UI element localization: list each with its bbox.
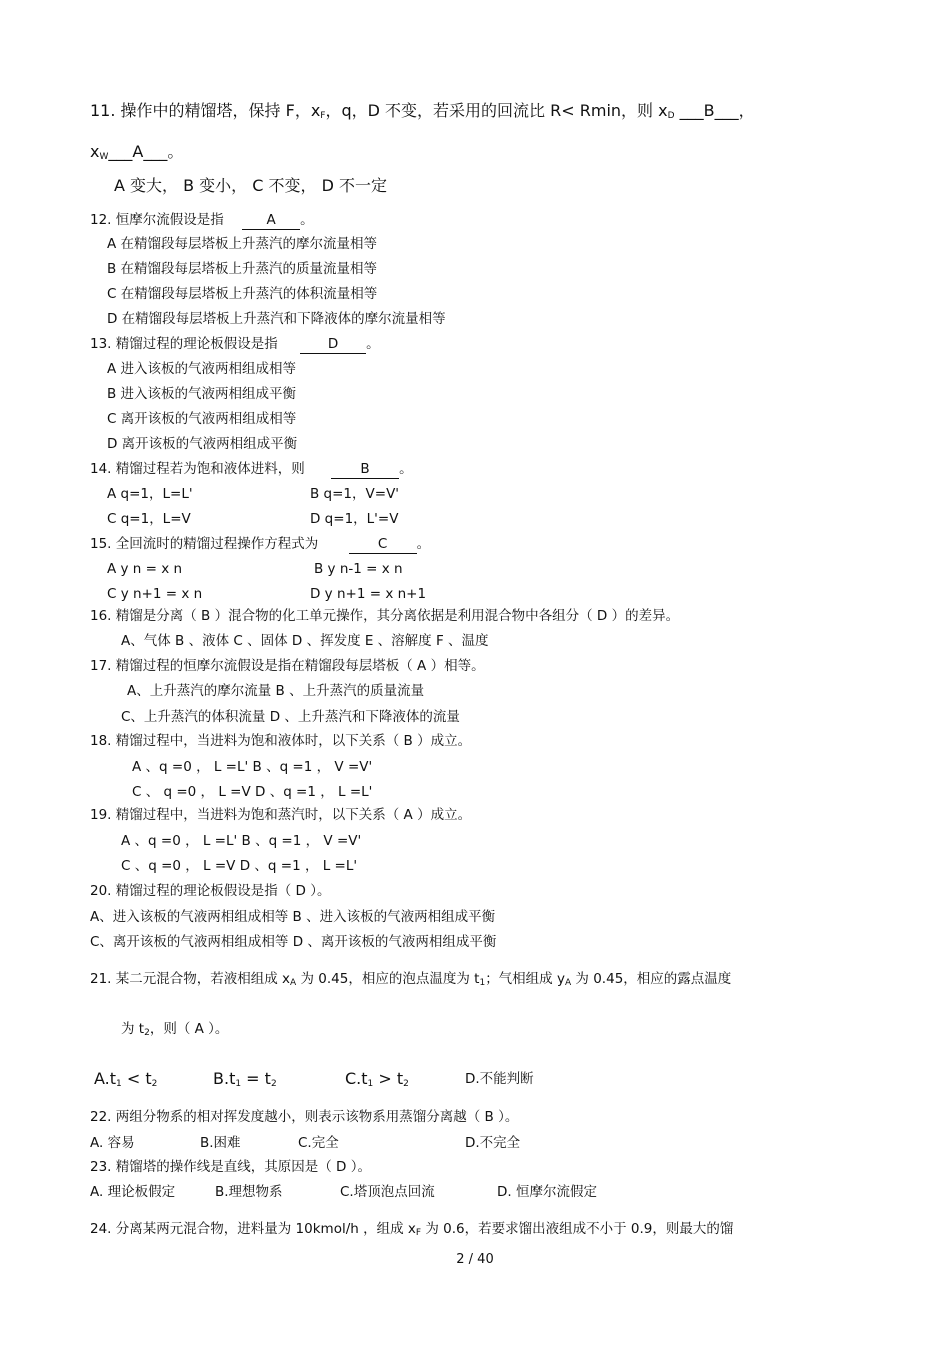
q14-option-d: D q=1，L'=V [310, 511, 399, 527]
q15-option-c: C y n+1 = x n [107, 586, 203, 602]
q14-option-a: A q=1，L=L' [107, 486, 193, 502]
q15-option-b: B y n-1 = x n [314, 561, 403, 577]
q12-option-a: A 在精馏段每层塔板上升蒸汽的摩尔流量相等 [107, 236, 378, 252]
q23-stem: 23. 精馏塔的操作线是直线，其原因是（ D ）。 [90, 1159, 371, 1175]
q15-answer: C [349, 535, 417, 554]
q23-option-b: B.理想物系 [215, 1184, 283, 1200]
q13-stem: 13. 精馏过程的理论板假设是指 D 。 [90, 336, 380, 352]
q22-stem: 22. 两组分物系的相对挥发度越小，则表示该物系用蒸馏分离越（ B ）。 [90, 1109, 519, 1125]
q18-stem: 18. 精馏过程中，当进料为饱和液体时，以下关系（ B ）成立。 [90, 733, 472, 749]
q12-option-b: B 在精馏段每层塔板上升蒸汽的质量流量相等 [107, 261, 378, 277]
q21-line1: 21. 某二元混合物，若液相组成 $x_A$ 为 0.45，相应的泡点温度为 $t_1$；气相组成 $y_A$ 为 0.45，相应的露点温度 [90, 971, 732, 988]
q14-answer: B [331, 460, 399, 479]
q21-option-d: D.不能判断 [465, 1071, 534, 1087]
q17-stem: 17. 精馏过程的恒摩尔流假设是指在精馏段每层塔板（ A ）相等。 [90, 658, 485, 674]
q20-options-1: A、进入该板的气液两相组成相等 B 、进入该板的气液两相组成平衡 [90, 909, 496, 925]
q18-options-2: C 、 q =0 ， L =V D 、q =1 ， L =L' [132, 784, 373, 800]
q23-option-a: A. 理论板假定 [90, 1184, 176, 1200]
q22-option-a: A. 容易 [90, 1135, 135, 1151]
q19-options-1: A 、q =0 ， L =L' B 、q =1 ， V =V' [121, 833, 362, 849]
q16-options: A、气体 B 、液体 C 、固体 D 、挥发度 E 、溶解度 F 、温度 [121, 633, 489, 649]
q20-options-2: C、离开该板的气液两相组成相等 D 、离开该板的气液两相组成平衡 [90, 934, 497, 950]
q13-option-b: B 进入该板的气液两相组成平衡 [107, 386, 297, 402]
q19-options-2: C 、q =0 ， L =V D 、q =1 ， L =L' [121, 858, 358, 874]
q20-stem: 20. 精馏过程的理论板假设是指（ D ）。 [90, 883, 331, 899]
q15-option-a: A y n = x n [107, 561, 183, 577]
q14-option-c: C q=1，L=V [107, 511, 191, 527]
q13-option-d: D 离开该板的气液两相组成平衡 [107, 436, 298, 452]
page-number: 2 / 40 [456, 1252, 494, 1267]
q12-stem: 12. 恒摩尔流假设是指 A 。 [90, 212, 314, 228]
q21-line2: 为 $t_2$，则（ A ）。 [121, 1021, 229, 1038]
q15-option-d: D y n+1 = x n+1 [310, 586, 427, 602]
q19-stem: 19. 精馏过程中，当进料为饱和蒸汽时，以下关系（ A ）成立。 [90, 807, 472, 823]
q16-stem: 16. 精馏是分离（ B ）混合物的化工单元操作，其分离依据是利用混合物中各组分（ D ）的差异。 [90, 608, 680, 624]
q21-option-a: $A.t_1 < t_2$ [94, 1069, 158, 1089]
q11-line1: 11. 操作中的精馏塔，保持 F，$x_F$，q，D 不变，若采用的回流比 R< Rmin，则 $x_D$ ___B___， [90, 101, 755, 121]
q11-line2: $x_W\_\_\_A\_\_\_$。 [90, 142, 184, 162]
q22-option-d: D.不完全 [465, 1135, 521, 1151]
q17-options-1: A、上升蒸汽的摩尔流量 B 、上升蒸汽的质量流量 [127, 683, 425, 699]
q17-options-2: C、上升蒸汽的体积流量 D 、上升蒸汽和下降液体的流量 [121, 709, 460, 725]
q15-stem: 15. 全回流时的精馏过程操作方程式为 C 。 [90, 536, 431, 552]
q13-option-a: A 进入该板的气液两相组成相等 [107, 361, 297, 377]
q22-option-c: C.完全 [298, 1135, 339, 1151]
q12-option-d: D 在精馏段每层塔板上升蒸汽和下降液体的摩尔流量相等 [107, 311, 446, 327]
q12-option-c: C 在精馏段每层塔板上升蒸汽的体积流量相等 [107, 286, 378, 302]
q24-line1: 24. 分离某两元混合物，进料量为 10kmol/h ，组成 $x_F$ 为 0.6，若要求馏出液组成不小于 0.9，则最大的馏 [90, 1221, 734, 1238]
q13-answer: D [300, 335, 366, 354]
q14-stem: 14. 精馏过程若为饱和液体进料，则 B 。 [90, 461, 413, 477]
q11-options: A 变大， B 变小， C 不变， D 不一定 [114, 176, 388, 195]
q23-option-c: C.塔顶泡点回流 [340, 1184, 435, 1200]
q23-option-d: D. 恒摩尔流假定 [497, 1184, 597, 1200]
q13-option-c: C 离开该板的气液两相组成相等 [107, 411, 297, 427]
q22-option-b: B.困难 [200, 1135, 241, 1151]
q21-option-c: $C.t_1 > t_2$ [345, 1069, 409, 1089]
q12-answer: A [242, 211, 300, 230]
q14-option-b: B q=1，V=V' [310, 486, 400, 502]
q18-options-1: A 、q =0 ， L =L' B 、q =1 ， V =V' [132, 759, 373, 775]
q21-option-b: $B.t_1 = t_2$ [213, 1069, 277, 1089]
